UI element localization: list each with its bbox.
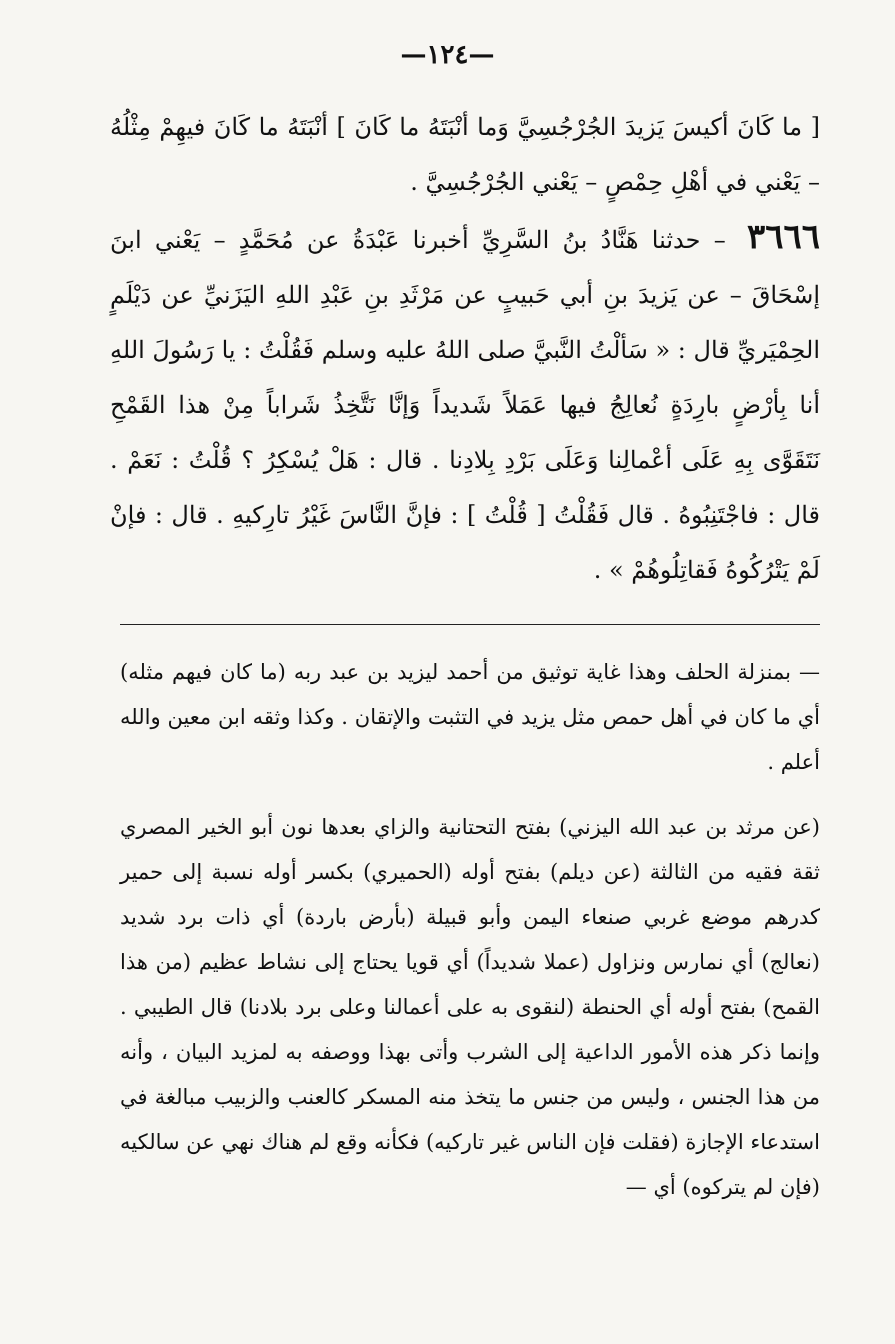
hadith-number: ٣٦٦٦ — [746, 217, 820, 257]
continuation-paragraph: [ ما كَانَ أكيسَ يَزيدَ الجُرْجُسِيَّ وَما أنْبَتَهُ ما كَانَ ] أنْبَتَهُ ما كَانَ فيهِمْ مِثْلُهُ – يَعْني في أهْلِ حِمْصٍ – يَعْني الجُرْجُسِيَّ . — [110, 113, 820, 196]
footnotes — [120, 650, 820, 1210]
footnote-paragraph: (عن مرثد بن عبد الله اليزني) بفتح التحتانية والزاي بعدها نون أبو الخير المصري ثقة فقيه من الثالثة (عن ديلم) بفتح أوله (الحميري) بكسر أوله نسبة إلى حمير كدرهم موضع غربي صنعاء اليمن وأبو قبيلة (بأرض باردة) أي ذات برد شديد (نعالج) أي نمارس ونزاول (عملا شديداً) أي قويا يحتاج إلى نشاط عظيم (من هذا القمح) بفتح أوله أي الحنطة (لنقوى به على أعمالنا وعلى برد بلادنا) قال الطيبي . وإنما ذكر هذه الأمور الداعية إلى الشرب وأتى بهذا ووصفه به لمزيد البيان ، وأنه من هذا الجنس ، وليس من جنس ما يتخذ منه المسكر كالعنب والزبيب مبالغة في استدعاء الإجازة (فقلت فإن الناس غير تاركيه) فكأنه وقع لم هناك نهي عن سالكيه (فإن لم يتركوه) أي — — [120, 815, 820, 1199]
main-text — [110, 100, 820, 598]
hadith-paragraph — [110, 210, 820, 598]
hadith-text: – حدثنا هَنَّادُ بنُ السَّرِيِّ أخبرنا عَبْدَةُ عن مُحَمَّدٍ – يَعْني ابنَ إسْحَاقَ – عن يَزيدَ بنِ أبي حَبيبٍ عن مَرْثَدِ بنِ عَبْدِ اللهِ اليَزَنيِّ عن دَيْلَمٍ الحِمْيَريِّ قال : « سَألْتُ النَّبيَّ صلى اللهُ عليه وسلم فَقُلْتُ : يا رَسُولَ اللهِ أنا بِأرْضٍ بارِدَةٍ نُعالِجُ فيها عَمَلاً شَديداً وَإنَّا نَتَّخِذُ شَراباً مِنْ هذا القَمْحِ نَتَقَوَّى بِهِ عَلَى أعْمالِنا وَعَلَى بَرْدِ بِلادِنا . قال : هَلْ يُسْكِرُ ؟ قُلْتُ : نَعَمْ . قال : فاجْتَنِبُوهُ . قال فَقُلْتُ [ قُلْتُ ] : فإنَّ النَّاسَ غَيْرُ تارِكيهِ . قال : فإنْ لَمْ يَتْرُكُوهُ فَقاتِلُوهُمْ » . — [110, 226, 820, 584]
footnote-divider — [120, 624, 820, 625]
page-number: —١٢٤— — [400, 40, 495, 70]
footnote-paragraph: — بمنزلة الحلف وهذا غاية توثيق من أحمد ليزيد بن عبد ربه (ما كان فيهم مثله) أي ما كان في أهل حمص مثل يزيد في التثبت والإتقان . وكذا وثقه ابن معين والله أعلم . — [120, 660, 820, 774]
